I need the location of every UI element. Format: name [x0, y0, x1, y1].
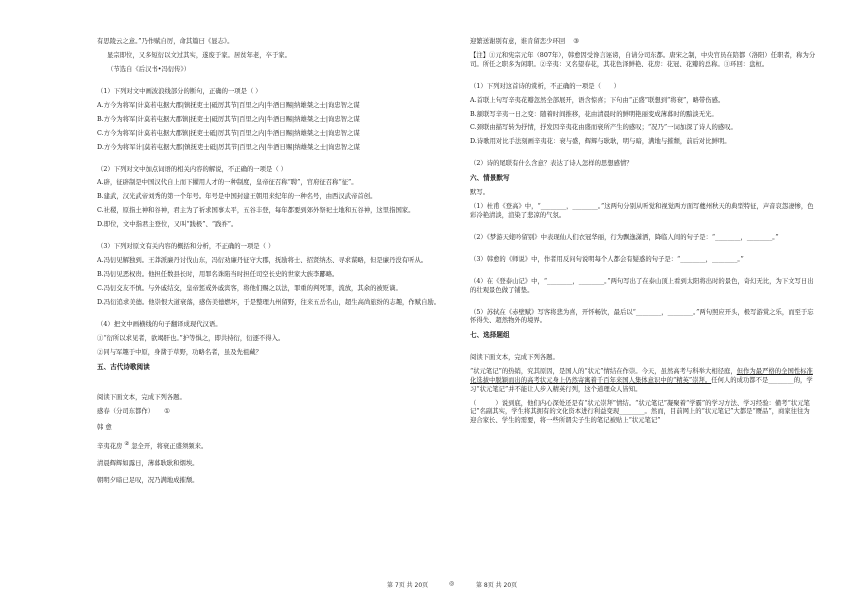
poem-line-1-part: 辛夷花房	[97, 443, 123, 451]
q3-option-c: C.冯衍交友不慎。与外戚结交，皇帝惩戒外戚宾客，将他们赐之以法，罪重的判死罪，流放，其余的被贬谪。	[97, 285, 402, 292]
q2-option-b: B.建武，汉光武帝刘秀的第一个年号。年号是中国封建王朝用来纪年的一种名号，由西汉武帝首创。	[97, 193, 377, 201]
q2-option-a: A.辟，征辟制是中国汉代自上而下擢用人才的一种制度，皇帝征召称“聘”，官府征召称“征”。	[97, 179, 358, 187]
poem-author: 韩 愈	[97, 424, 112, 432]
passage-part-b: 任何人的成功都不是________的，学习“状元笔记”并不能让人步入精英行列，这个道理众人皆知。	[470, 377, 813, 393]
poem-line-1-rest: 忽全开，将衰正盛须频来。	[131, 443, 208, 451]
q3-stem: （3）下列对原文有关内容的概括和分析，不正确的一项是（ ）	[97, 243, 275, 251]
q1-option-d: D.方今为将军计|莫若屯据大郡|镇抚吏士砥|厉其节|百里之内|牛酒日赐|纳雄桀之士|询忠智之谋	[97, 143, 360, 151]
recitation-item-4: （4）在《登泰山记》中，“________，________。”两句写出了在泰山顶上看到太阳将出时的景色，奇幻无比，为下文写日出的壮观景色做了铺垫。	[470, 277, 814, 294]
q3-option-a: A.冯衍见解独到。王莽派廉丹讨伐山东，冯衍劝廉丹征守大郡，抚励将士、招贤纳杰、寻求谋略，但是廉丹没有听从。	[97, 257, 428, 265]
recitation-item-1: （1）杜甫《登高》中，“________，________。”这两句分别从听觉和视觉两方面写夔州秋天的典型特征，声音哀怨凄惨，色彩冷艳清淡，渲染了悲凉的气氛。	[470, 203, 814, 220]
poem-title-note: ①	[164, 407, 170, 415]
left-column	[97, 38, 453, 494]
q2-option-c: C.社稷，原指土神和谷神，君主为了祈求国事太平，五谷丰登，每年都要到郊外祭祀土地和五谷神，这里指国家。	[97, 207, 415, 215]
section-7-passage	[470, 368, 816, 394]
poem-last-line-note: ③	[573, 38, 579, 45]
passage-underlined: 但作为最严格的全国性标准化选拔中脱颖而出的高考状元身上仍然寄寓着千百年来国人集体意识中的“精英”崇拜。	[470, 368, 813, 384]
section-5-instruction: 阅读下面文本，完成下列各题。	[97, 393, 186, 401]
recitation-item-3: （3）韩愈的《师说》中，作者用反问句说明每个人都会有疑惑的句子是：“________，________。”	[470, 255, 744, 263]
poem-q1-option-b: B.颔联写辛夷一日之变：随着时间推移，花由清晨时的鲜明艳丽变成薄暮时的黯淡无光。	[470, 110, 718, 118]
poem-q1-option-a: A.首联上句写辛夷花瓣忽然全部展开，语含惊喜；下句由“正盛”联想到“将衰”，略带伤感。	[470, 96, 725, 104]
poem-line-1-note: ②	[124, 441, 130, 448]
poem-line-3: 朝明夕暗已足叹，况乃满地成摧颓。	[97, 476, 199, 484]
recitation-item-5: （5）苏轼在《赤壁赋》写客将悲为喜，开怀畅饮，最后以“________，________。”两句照应开头，极写游赏之乐，而至于忘怀得失、超然物外的境界。	[470, 308, 814, 325]
q1-stem: （1）下列对文中画波浪线部分的断句，正确的一项是（ ）	[97, 87, 262, 95]
poem-last-line	[470, 38, 816, 47]
intro-source: （节选自《后汉书•冯衍传》）	[107, 65, 191, 73]
q1-option-a: A.方今为将军|计莫若屯据大郡|镇抚吏士|砥厉其节|百里之内|牛酒日赐|纳雄桀之士|询忠智之谋	[97, 101, 360, 109]
poem-notes: 【注】①元和宪宗元年（807年），韩愈因受谗言诬谤，自请分司东都。唐宋之制，中央官员在陪都（洛阳）任职者，称为分司。所任之职多为闲职。②辛夷：又名望春花，其花色泽鲜艳、花房：花冠、花瓣的总称。③环回：盘桓。	[470, 51, 816, 68]
section-7-instruction: 阅读下面文本，完成下列各题。	[470, 354, 559, 362]
passage-part-a: “状元笔记”的热销，究其原因，是国人的“状元”情结在作崇。今天，虽然高考与科举大相径庭，	[470, 368, 737, 376]
poem-line-1	[97, 441, 453, 452]
poem-q1-option-d: D.诗歌用对比手法刻画辛夷花：衰与盛，辉辉与耿耿，明与暗，满地与摧颓，前后对比鲜明。	[470, 138, 731, 146]
q4-item-2: ②同与军趣于中原，身凿于草野，功略名者，虽及先祖藏？	[97, 348, 262, 356]
poem-title-row	[97, 408, 453, 417]
q2-option-d: D.即位，文中指君主登位，又叫“践极”、“践祚”。	[97, 221, 238, 229]
poem-last-line-text: 迎繁送谢别有意，谁肯留恋少环回	[470, 38, 566, 45]
q4-stem: （4）把文中画横线的句子翻译成现代汉语。	[97, 320, 222, 328]
intro-line: 显宗即位，又多短衍以文过其实，遂废于家。居贫年老，卒于家。	[107, 51, 291, 59]
poem-q1-stem: （1）下列对这首诗的赏析，不正确的一项是（ ）	[470, 82, 620, 90]
poem-line-2: 清晨辉辉如露日，薄暮耿耿和烟埃。	[97, 460, 199, 468]
intro-line: 有思陵云之意。”乃作赋自厉，命其篇曰《显志》。	[97, 38, 234, 45]
q3-option-d: D.冯衍追求美德。他崇恨大道衰落，感伤美德燃坏，于是整理九州留野，往来五岳名山，超生高尚旅纷的志趣，作赋自励。	[97, 298, 441, 306]
poem-title: 感春（分司东都作）	[97, 407, 155, 415]
right-page-number: 第 8页 共 20页	[476, 582, 518, 589]
q1-option-b: B.方今为将军|计莫若屯据大郡镇|抚吏士|砥厉其节|百里之内|牛酒日赐|纳雄桀之士|询忠智之谋	[97, 115, 360, 123]
left-page-number: 第 7页 共 20页	[387, 582, 429, 589]
poem-q2-stem: （2）诗的尾联有什么含意？表达了诗人怎样的思想感情？	[470, 160, 633, 168]
recitation-item-2: （2）《梦游天姥吟留别》中表现仙人们衣冠华丽，行为飘逸潇洒，降临人间的句子是：“________，________。”	[470, 233, 779, 241]
q2-stem: （2）下列对文中加点词语的相关内容的解说，不正确的一项是（ ）	[97, 165, 288, 173]
section-7-title: 七、选择题组	[470, 331, 510, 340]
page-separator-icon: ◎	[449, 580, 455, 587]
section-5-title: 五、古代诗歌阅读	[97, 362, 150, 371]
poem-q1-option-c: C.颈联由描写转为抒情，抒发因辛夷花由盛而衰所产生的感叹；“况乃”一词加深了诗人的感叹。	[470, 124, 737, 132]
q1-option-c: C.方今为将军|计莫若屯据大郡镇|抚吏士砥|厉其节|百里之内|牛酒日赐|纳雄桀之士|询忠智之谋	[97, 129, 360, 137]
q3-option-b: B.冯衍见恶权贵。他担任数县长时，用罪名诛陷当时担任司空长史的世家大族李酈略。	[97, 271, 339, 279]
right-column	[470, 38, 816, 431]
q4-item-1: ①“衍所以求见者，欲竭肝也。”护等惧之，即共持衍，衍逐不得入。	[97, 334, 285, 342]
section-6-title: 六、情景默写	[470, 174, 510, 183]
section-6-instruction: 默写。	[470, 189, 490, 197]
section-7-passage-cont: （ ）说到底，他们内心深处还是有“状元崇拜”情结。“状元笔记”凝聚着“学霸”的学习方法、学习经验：備考“状元笔记”名副其实，学生将其拥有的文化资本进行利益变现________。然而，目前网上的“状元笔记”大都是“赝品”，商家往往为迎合家长、学生的需要，将一些所谓尖子生的笔记被贴上“状元笔记”	[470, 399, 810, 425]
